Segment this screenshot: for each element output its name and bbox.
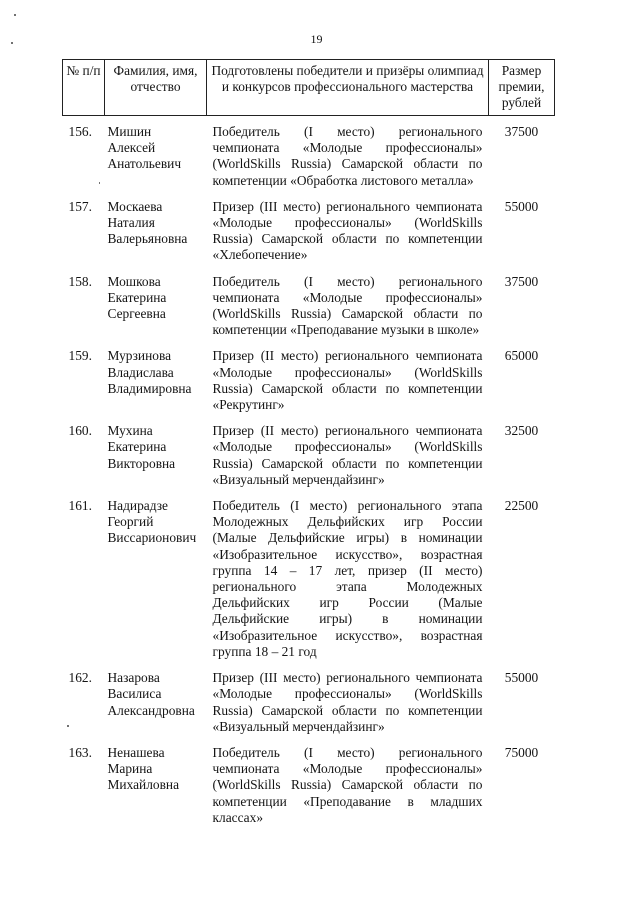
person-name-line: Мишин [107,124,152,139]
person-name-line: Мурзинова [107,348,172,364]
person-name [105,745,207,836]
table-row [63,124,555,199]
scan-speck [11,42,13,44]
achievement-text: Призер (II место) регионального чемпионата «Молодые профессионалы» (WorldSkills Russia) Самарской области по компетенции «Визуальный мерчендайзинг» [212,423,483,487]
person-name-line: Москаева [107,198,163,214]
person-name [105,423,207,498]
person-name [105,670,207,745]
table-row [63,498,555,670]
achievement-text: Призер (II место) регионального чемпионата «Молодые профессионалы» (WorldSkills Russia) Самарской области по компетенции «Рекрутинг» [212,348,483,413]
person-name [105,274,207,349]
row-number: 162. [68,670,92,686]
person-name-line: Георгий [107,514,154,530]
person-name-line: Виссарионович [107,530,197,546]
prize-amount: 55000 [504,198,539,214]
person-name-line: Назарова [107,670,160,686]
row-number: 156. [68,124,92,139]
person-name-line: Викторовна [107,455,176,471]
row-number: 160. [68,423,92,439]
row-number: 159. [68,348,92,364]
person-name [105,124,207,199]
header-prize: Размер премии, рублей [489,60,555,116]
achievement-text: Победитель (I место) регионального этапа Молодежных Дельфийских игр России (Малые Дельфийские игры) в номинации «Изобразительное искусство», возрастная группа 14 – 17 лет, призер (II место) регионального этапа Молодежных Дельфийских игр России (Малые Дельфийские игры) в номинации «Изобразительное искусство», возрастная группа 18 – 21 год [212,498,483,659]
scan-speck [99,182,100,184]
person-name-line: Михайловна [107,777,180,793]
prize-amount: 22500 [504,498,539,514]
person-name [105,348,207,423]
prize-amount: 37500 [504,273,539,289]
person-name-line: Василиса [107,686,162,702]
person-name-line: Анатольевич [107,156,182,172]
row-number: 163. [68,744,92,760]
table-row [63,348,555,423]
person-name-line: Владислава [107,364,174,380]
table-row [63,274,555,349]
scan-speck [14,14,16,16]
prize-amount: 32500 [504,423,539,439]
person-name-line: Марина [107,761,153,777]
person-name-line: Сергеевна [107,306,166,322]
achievement-text: Победитель (I место) регионального чемпионата «Молодые профессионалы» (WorldSkills Russia) Самарской области по компетенции «Преподавание музыки в школе» [212,273,483,338]
achievement-text: Победитель (I место) регионального чемпионата «Молодые профессионалы» (WorldSkills Russia) Самарской области по компетенции «Обработка листового металла» [212,124,483,188]
achievement-text: Победитель (I место) регионального чемпионата «Молодые профессионалы» (WorldSkills Russia) Самарской области по компетенции «Преподавание в младших классах» [212,744,483,825]
person-name-line: Александровна [107,702,195,718]
achievement-text: Призер (III место) регионального чемпионата «Молодые профессионалы» (WorldSkills Russia) Самарской области по компетенции «Визуальный мерчендайзинг» [212,670,483,734]
person-name-line: Надирадзе [107,498,168,514]
row-number: 158. [68,273,92,289]
table-row [63,199,555,274]
person-name-line: Наталия [107,215,155,231]
table-header-row [63,60,555,116]
row-number: 161. [68,498,92,514]
achievement-text: Призер (III место) регионального чемпионата «Молодые профессионалы» (WorldSkills Russia) Самарской области по компетенции «Хлебопечение» [212,198,483,263]
prize-amount: 75000 [504,744,539,760]
person-name-line: Мухина [107,423,153,439]
winners-table [62,59,555,836]
table-body [63,116,555,836]
header-achievement: Подготовлены победители и призёры олимпиад и конкурсов профессионального мастерства [207,60,489,116]
header-name: Фамилия, имя, отчество [105,60,207,116]
person-name-line: Екатерина [107,439,167,455]
prize-amount: 37500 [504,124,539,139]
header-num: № п/п [63,60,105,116]
prize-amount: 65000 [504,348,539,364]
person-name [105,199,207,274]
page-number: 19 [310,32,323,46]
person-name-line: Екатерина [107,289,167,305]
person-name-line: Ненашева [107,744,165,760]
person-name-line: Мошкова [107,273,161,289]
table-row [63,423,555,498]
person-name [105,498,207,670]
scan-speck [67,725,69,727]
table-row [63,745,555,836]
person-name-line: Алексей [107,140,156,156]
person-name-line: Валерьяновна [107,231,188,247]
person-name-line: Владимировна [107,380,192,396]
prize-amount: 55000 [504,670,539,686]
row-number: 157. [68,198,92,214]
table-row [63,670,555,745]
